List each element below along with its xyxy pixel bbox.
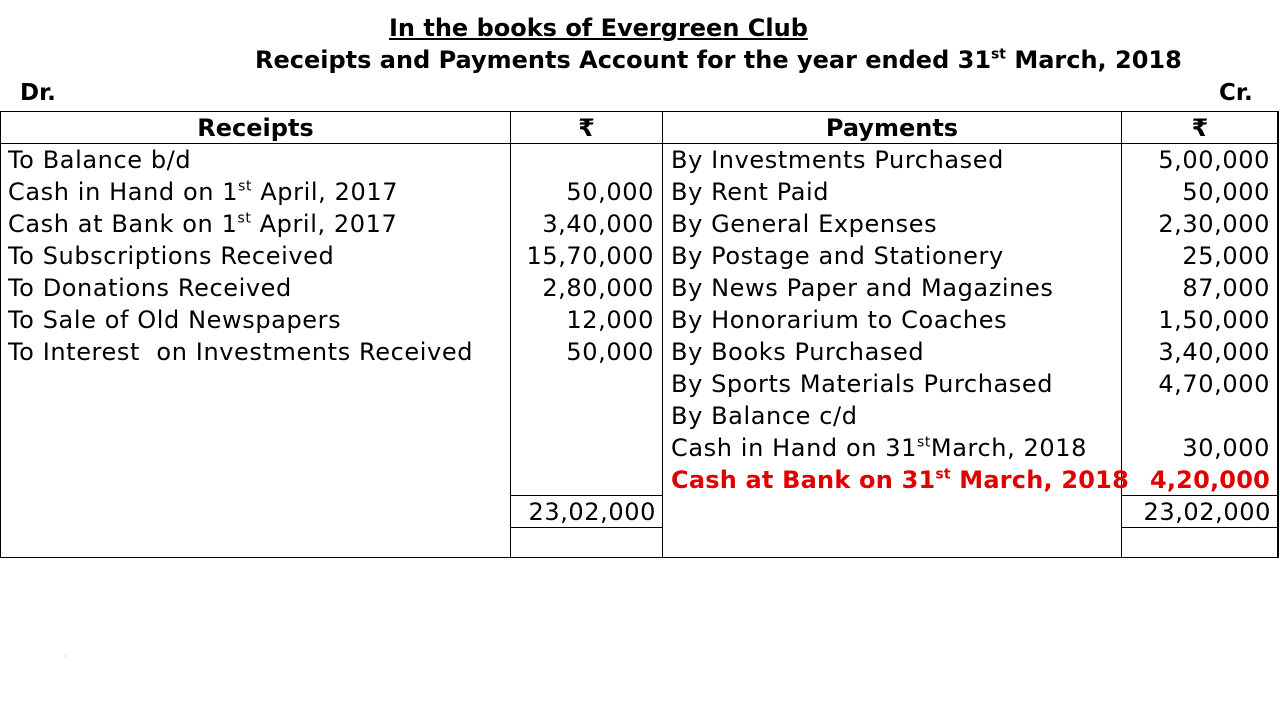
account-title-pre: Receipts and Payments Account for the year ended 31	[255, 46, 992, 74]
receipt-label: To Sale of Old Newspapers	[8, 306, 342, 334]
payment-label: By News Paper and Magazines	[671, 274, 1054, 302]
debit-label: Dr.	[20, 80, 56, 106]
stray-pixel	[64, 655, 66, 657]
payment-amount: 25,000	[1182, 242, 1270, 270]
receipt-amount: 50,000	[566, 178, 654, 206]
receipt-amount: 50,000	[566, 338, 654, 366]
receipts-total: 23,02,000	[528, 498, 656, 526]
payment-amount: 5,00,000	[1158, 146, 1270, 174]
receipt-label: Cash in Hand on 1st April, 2017	[8, 178, 399, 206]
payment-amount: 87,000	[1182, 274, 1270, 302]
receipt-label: To Donations Received	[8, 274, 292, 302]
receipt-label: To Interest on Investments Received	[8, 338, 474, 366]
receipt-label: Cash at Bank on 1st April, 2017	[8, 210, 398, 238]
payment-amount: 2,30,000	[1158, 210, 1270, 238]
payment-label: By Rent Paid	[671, 178, 830, 206]
payment-amount: 30,000	[1182, 434, 1270, 462]
receipts-amount-header: ₹	[578, 114, 595, 142]
payment-label: By Books Purchased	[671, 338, 925, 366]
receipt-amount: 15,70,000	[526, 242, 654, 270]
receipts-payments-table	[0, 111, 1279, 558]
receipt-label: To Balance b/d	[8, 146, 192, 174]
payment-amount: 4,70,000	[1158, 370, 1270, 398]
payment-label: By Honorarium to Coaches	[671, 306, 1008, 334]
credit-label: Cr.	[1219, 80, 1253, 106]
payment-label: By Postage and Stationery	[671, 242, 1004, 270]
payment-amount: 1,50,000	[1158, 306, 1270, 334]
payment-label-highlighted: Cash at Bank on 31st March, 2018	[671, 466, 1129, 494]
column-divider	[662, 112, 663, 557]
account-title-sup: st	[991, 46, 1006, 63]
payment-label: By Investments Purchased	[671, 146, 1004, 174]
account-title-post: March, 2018	[1005, 46, 1182, 74]
receipt-amount: 3,40,000	[542, 210, 654, 238]
payment-amount: 50,000	[1182, 178, 1270, 206]
payment-amount-highlighted: 4,20,000	[1149, 466, 1270, 494]
account-title	[255, 46, 1195, 74]
payment-label: By Sports Materials Purchased	[671, 370, 1054, 398]
receipt-amount: 2,80,000	[542, 274, 654, 302]
receipts-header: Receipts	[197, 114, 314, 142]
payments-amount-header: ₹	[1191, 114, 1209, 142]
payment-amount: 3,40,000	[1158, 338, 1270, 366]
receipt-label: To Subscriptions Received	[8, 242, 335, 270]
payments-total: 23,02,000	[1143, 498, 1271, 526]
payment-label: By General Expenses	[671, 210, 938, 238]
payment-label: Cash in Hand on 31stMarch, 2018	[671, 434, 1088, 462]
payment-label: By Balance c/d	[671, 402, 858, 430]
payments-header: Payments	[825, 114, 959, 142]
books-heading: In the books of Evergreen Club	[389, 14, 808, 42]
receipt-amount: 12,000	[566, 306, 654, 334]
